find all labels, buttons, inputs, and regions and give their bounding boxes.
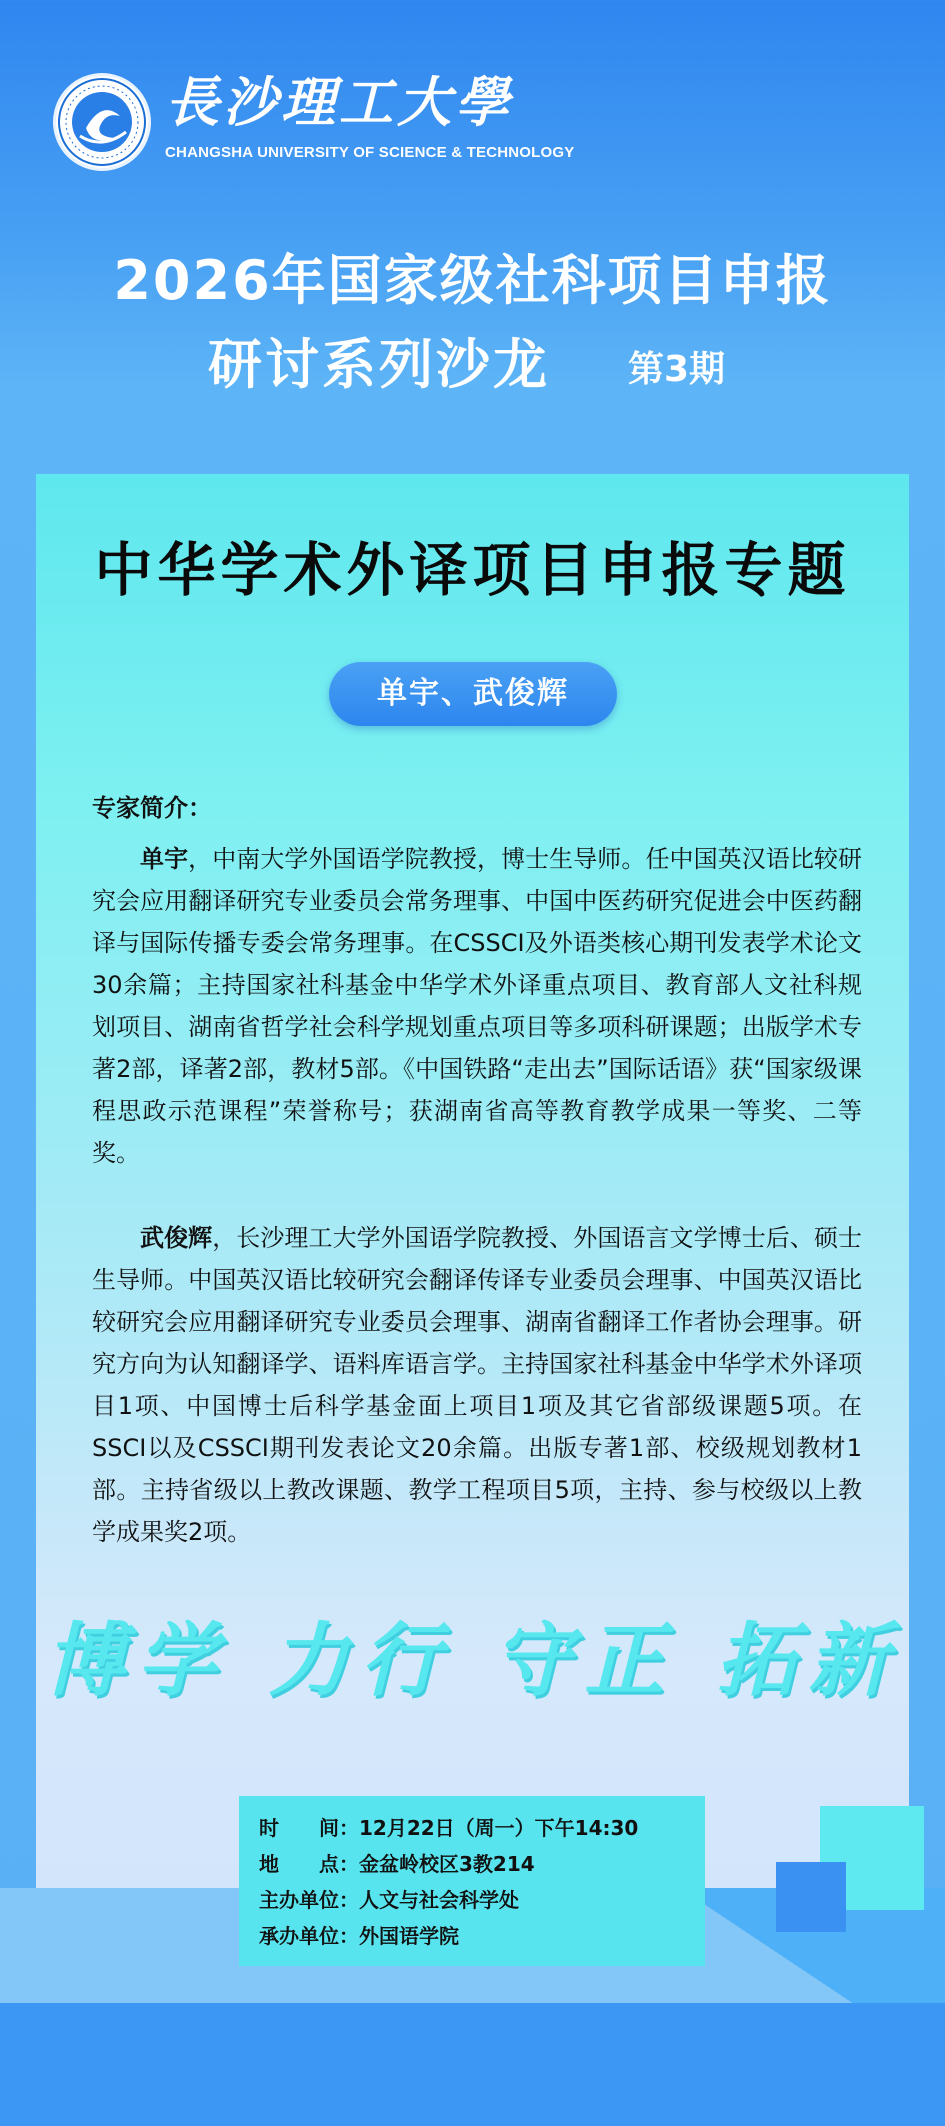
issue-number: 第3期 bbox=[628, 349, 726, 390]
info-value: 金盆岭校区3教214 bbox=[359, 1852, 535, 1876]
university-motto: 博学 力行 守正 拓新 bbox=[44, 1614, 901, 1707]
bottom-band-dark bbox=[0, 2003, 945, 2126]
page-subtitle: 研讨系列沙龙 bbox=[208, 333, 550, 396]
info-label: 地 点： bbox=[259, 1852, 359, 1876]
info-value: 人文与社会科学处 bbox=[359, 1888, 519, 1912]
university-name-cn: 長沙理工大學 bbox=[165, 70, 513, 134]
intro-heading: 专家简介： bbox=[92, 794, 212, 822]
logo-emblem-icon bbox=[56, 76, 148, 168]
info-organizer bbox=[259, 1918, 705, 1954]
info-value: 12月22日（周一）下午14:30 bbox=[359, 1816, 639, 1840]
decor-square-blue bbox=[776, 1862, 846, 1932]
info-time bbox=[259, 1810, 705, 1846]
topic-heading: 中华学术外译项目申报专题 bbox=[94, 536, 851, 604]
speaker-name: 武俊辉 bbox=[140, 1224, 213, 1252]
speaker-bio-text: ，长沙理工大学外国语学院教授、外国语言文学博士后、硕士生导师。中国英汉语比较研究会翻译传译专业委员会理事、中国英汉语比较研究会应用翻译研究专业委员会理事、湖南省翻译工作者协会理事。研究方向为认知翻译学、语料库语言学。主持国家社科基金中华学术外译项目1项、中国博士后科学基金面上项目1项及其它省部级课题5项。在SSCI以及CSSCI期刊发表论文20余篇。出版专著1部、校级规划教材1部。主持省级以上教改课题、教学工程项目5项，主持、参与校级以上教学成果奖2项。 bbox=[92, 1224, 863, 1546]
speaker-bio bbox=[92, 838, 862, 1174]
page-title: 2026年国家级社科项目申报 bbox=[113, 249, 832, 312]
info-label: 承办单位： bbox=[259, 1924, 359, 1948]
info-label: 时 间： bbox=[259, 1816, 359, 1840]
speaker-bio bbox=[92, 1217, 862, 1553]
speaker-bio-text: ，中南大学外国语学院教授，博士生导师。任中国英汉语比较研究会应用翻译研究专业委员会常务理事、中国中医药研究促进会中医药翻译与国际传播专委会常务理事。在CSSCI及外语类核心期刊发表学术论文30余篇；主持国家社科基金中华学术外译重点项目、教育部人文社科规划项目、湖南省哲学社会科学规划重点项目等多项科研课题；出版学术专著2部，译著2部，教材5部。《中国铁路“走出去”国际话语》获“国家级课程思政示范课程”荣誉称号；获湖南省高等教育教学成果一等奖、二等奖。 bbox=[92, 845, 863, 1167]
university-name-en: CHANGSHA UNIVERSITY OF SCIENCE & TECHNOLOGY bbox=[165, 144, 575, 161]
speakers-badge: 单宇、武俊辉 bbox=[329, 662, 617, 726]
speaker-name: 单宇 bbox=[140, 845, 189, 873]
info-value: 外国语学院 bbox=[359, 1924, 459, 1948]
event-info-box bbox=[239, 1796, 705, 1966]
info-location bbox=[259, 1846, 705, 1882]
info-label: 主办单位： bbox=[259, 1888, 359, 1912]
info-host bbox=[259, 1882, 705, 1918]
university-logo bbox=[56, 76, 148, 168]
